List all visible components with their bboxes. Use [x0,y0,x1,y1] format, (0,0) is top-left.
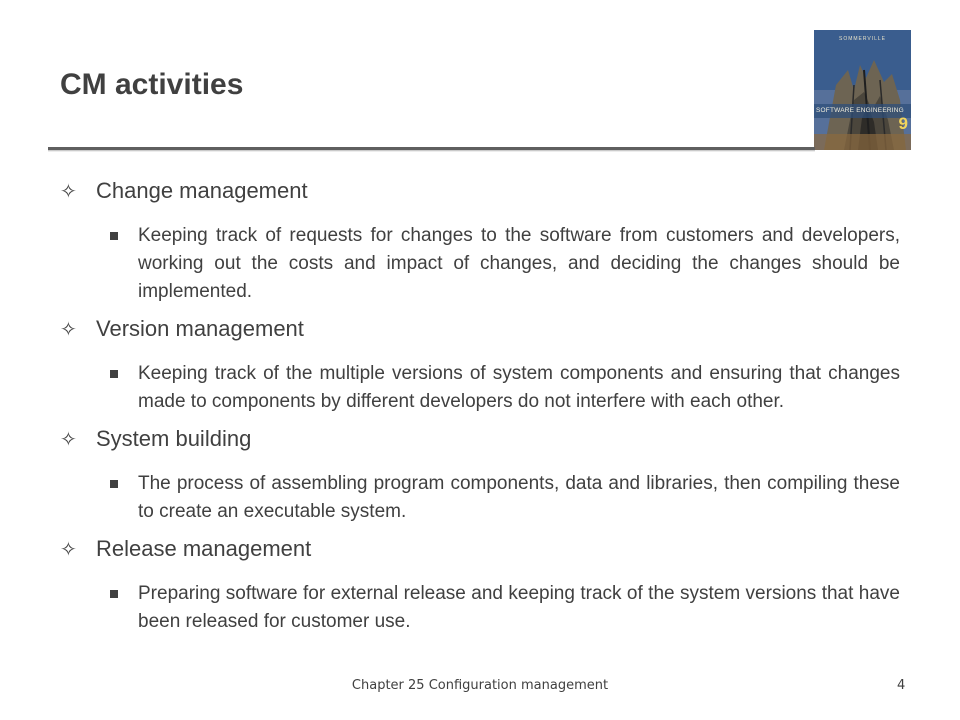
sub-bullet-text: The process of assembling program components, data and libraries, then compiling these to create an executable system. [138,473,900,522]
slide-title: CM activities [60,68,244,101]
four-point-star-outline-icon: ✧ [60,537,77,561]
bullet-heading: Change management [96,178,308,203]
bullet-heading: Version management [96,316,304,341]
sub-bullet-release-management [60,580,900,636]
book-cover-illustration [814,30,911,150]
book-cover-title: SOFTWARE ENGINEERING [816,107,904,114]
book-cover-edition: 9 [898,114,908,133]
sub-bullet-change-management [60,222,900,306]
four-point-star-outline-icon: ✧ [60,179,77,203]
square-bullet-icon [110,590,118,598]
square-bullet-icon [110,370,118,378]
sub-bullet-text: Keeping track of the multiple versions of system components and ensuring that changes made to components by different developers do not interfere with each other. [138,363,900,412]
book-cover-author: SOMMERVILLE [838,36,887,42]
footer-page-number: 4 [897,678,906,693]
four-point-star-outline-icon: ✧ [60,317,77,341]
four-point-star-outline-icon: ✧ [60,427,77,451]
sub-bullet-version-management [60,360,900,416]
square-bullet-icon [110,232,118,240]
title-divider-shadow [48,150,815,152]
bullet-heading: System building [96,426,252,451]
bullet-heading: Release management [96,536,312,561]
bullet-release-management [60,534,910,564]
book-cover-image [814,30,911,150]
bullet-version-management [60,314,910,344]
sub-bullet-system-building [60,470,900,526]
sub-bullet-text: Keeping track of requests for changes to the software from customers and developers, working out the costs and impact of changes, and deciding the changes should be implemented. [138,225,900,302]
square-bullet-icon [110,480,118,488]
slide-body [60,170,910,636]
footer-chapter-title: Chapter 25 Configuration management [351,678,609,693]
bullet-system-building [60,424,910,454]
sub-bullet-text: Preparing software for external release and keeping track of the system versions that have been released for customer use. [138,583,900,632]
bullet-change-management [60,176,910,206]
